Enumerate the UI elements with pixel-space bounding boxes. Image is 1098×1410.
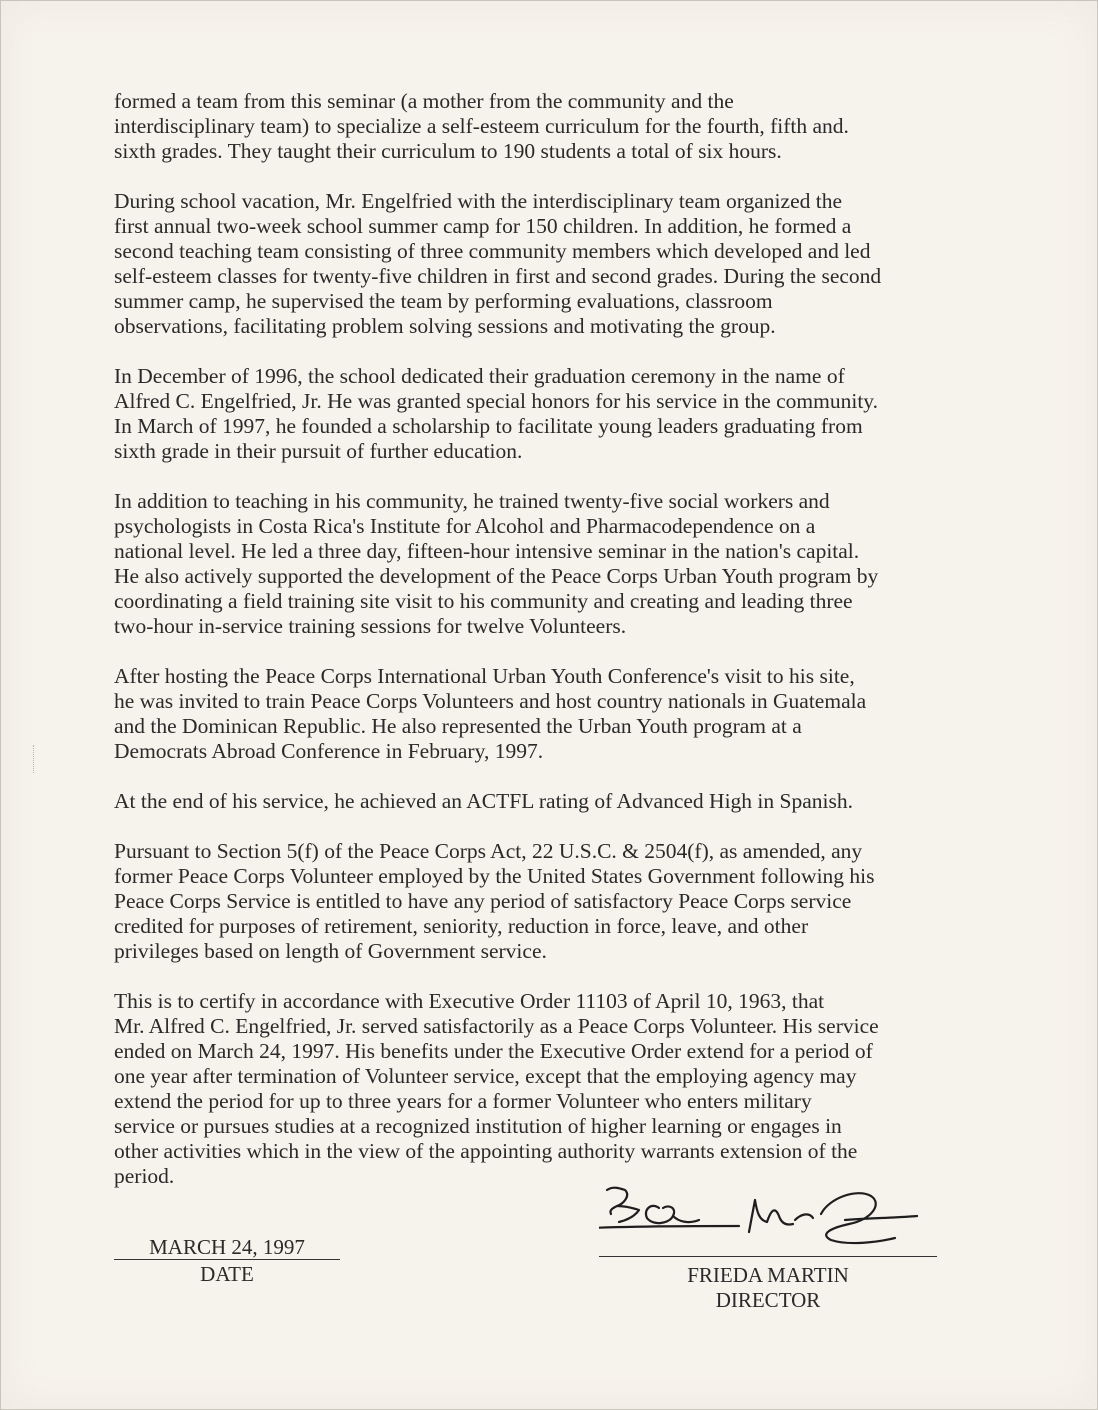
text-line: other activities which in the view of the appointing authority warrants extension of the bbox=[114, 1139, 858, 1163]
paragraph bbox=[114, 364, 1004, 464]
text-line: Alfred C. Engelfried, Jr. He was granted special honors for his service in the community. bbox=[114, 389, 879, 413]
signature-line bbox=[599, 1256, 937, 1257]
text-line: Mr. Alfred C. Engelfried, Jr. served satisfactorily as a Peace Corps Volunteer. His service bbox=[114, 1014, 879, 1038]
date-value: MARCH 24, 1997 bbox=[114, 1235, 340, 1260]
text-line: During school vacation, Mr. Engelfried with the interdisciplinary team organized the bbox=[114, 189, 843, 213]
signer-title: DIRECTOR bbox=[715, 1288, 821, 1312]
text-line: ended on March 24, 1997. His benefits under the Executive Order extend for a period of bbox=[114, 1039, 873, 1063]
text-line: Democrats Abroad Conference in February, 1997. bbox=[114, 739, 544, 763]
text-line: former Peace Corps Volunteer employed by the United States Government following his bbox=[114, 864, 875, 888]
paragraph bbox=[114, 789, 1004, 814]
text-line: sixth grades. They taught their curriculum to 190 students a total of six hours. bbox=[114, 139, 782, 163]
text-line: In December of 1996, the school dedicated their graduation ceremony in the name of bbox=[114, 364, 845, 388]
text-line: observations, facilitating problem solving sessions and motivating the group. bbox=[114, 314, 776, 338]
text-line: service or pursues studies at a recognized institution of higher learning or engages in bbox=[114, 1114, 842, 1138]
paragraph bbox=[114, 489, 1004, 639]
text-line: coordinating a field training site visit to his community and creating and leading three bbox=[114, 589, 853, 613]
text-line: he was invited to train Peace Corps Volunteers and host country nationals in Guatemala bbox=[114, 689, 867, 713]
text-line: Peace Corps Service is entitled to have any period of satisfactory Peace Corps service bbox=[114, 889, 852, 913]
paragraph bbox=[114, 89, 1004, 164]
text-line: At the end of his service, he achieved an ACTFL rating of Advanced High in Spanish. bbox=[114, 789, 853, 813]
paragraph bbox=[114, 664, 1004, 764]
text-line: period. bbox=[114, 1164, 175, 1188]
text-line: He also actively supported the development of the Peace Corps Urban Youth program by bbox=[114, 564, 879, 588]
text-line: extend the period for up to three years for a former Volunteer who enters military bbox=[114, 1089, 812, 1113]
text-line: summer camp, he supervised the team by performing evaluations, classroom bbox=[114, 289, 773, 313]
text-line: privileges based on length of Government service. bbox=[114, 939, 547, 963]
text-line: interdisciplinary team) to specialize a self-esteem curriculum for the fourth, fifth and. bbox=[114, 114, 849, 138]
date-label: DATE bbox=[200, 1262, 254, 1286]
text-line: sixth grade in their pursuit of further education. bbox=[114, 439, 523, 463]
paragraph bbox=[114, 989, 1004, 1189]
handwritten-signature bbox=[599, 1176, 937, 1256]
paragraph bbox=[114, 839, 1004, 964]
letter-body bbox=[114, 89, 1004, 1214]
text-line: In March of 1997, he founded a scholarship to facilitate young leaders graduating from bbox=[114, 414, 863, 438]
signature-block bbox=[599, 1176, 937, 1313]
text-line: national level. He led a three day, fifteen-hour intensive seminar in the nation's capital. bbox=[114, 539, 860, 563]
text-line: self-esteem classes for twenty-five children in first and second grades. During the second bbox=[114, 264, 882, 288]
text-line: psychologists in Costa Rica's Institute for Alcohol and Pharmacodependence on a bbox=[114, 514, 816, 538]
text-line: formed a team from this seminar (a mother from the community and the bbox=[114, 89, 734, 113]
date-block bbox=[114, 1235, 340, 1286]
margin-mark bbox=[33, 745, 35, 773]
text-line: first annual two-week school summer camp for 150 children. In addition, he formed a bbox=[114, 214, 852, 238]
text-line: two-hour in-service training sessions for twelve Volunteers. bbox=[114, 614, 627, 638]
text-line: In addition to teaching in his community, he trained twenty-five social workers and bbox=[114, 489, 830, 513]
text-line: one year after termination of Volunteer service, except that the employing agency may bbox=[114, 1064, 857, 1088]
text-line: Pursuant to Section 5(f) of the Peace Corps Act, 22 U.S.C. & 2504(f), as amended, any bbox=[114, 839, 863, 863]
text-line: credited for purposes of retirement, seniority, reduction in force, leave, and other bbox=[114, 914, 809, 938]
text-line: After hosting the Peace Corps International Urban Youth Conference's visit to his site, bbox=[114, 664, 855, 688]
paragraph bbox=[114, 189, 1004, 339]
text-line: second teaching team consisting of three community members which developed and led bbox=[114, 239, 871, 263]
text-line: This is to certify in accordance with Executive Order 11103 of April 10, 1963, that bbox=[114, 989, 825, 1013]
signer-name: FRIEDA MARTIN bbox=[687, 1263, 849, 1287]
text-line: and the Dominican Republic. He also represented the Urban Youth program at a bbox=[114, 714, 802, 738]
